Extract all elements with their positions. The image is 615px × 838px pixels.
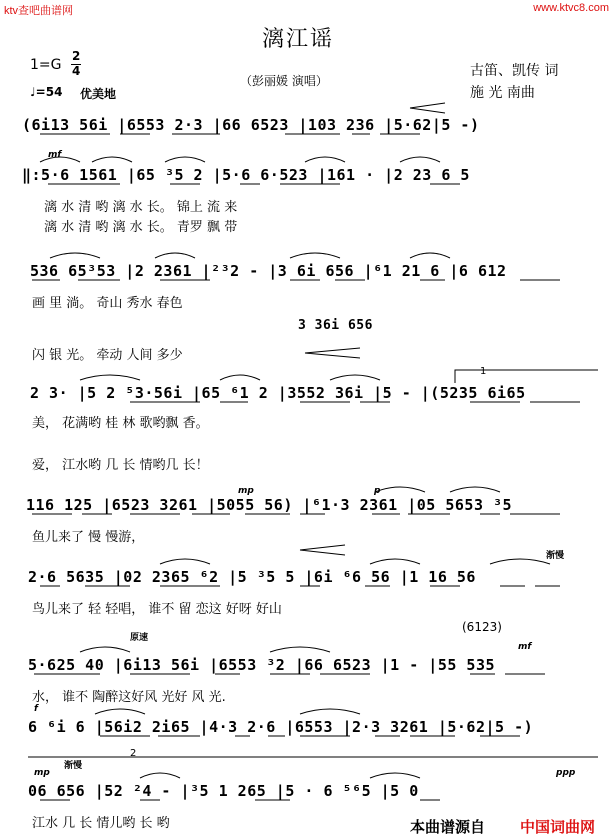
lyric-row-9: 江水 几 长 情儿哟 长 哟 — [32, 816, 170, 831]
lyric-row-4a: 美， 花满哟 桂 林 歌哟飘 香。 — [32, 416, 209, 431]
tempo-mark: ♩=54 — [30, 85, 63, 99]
notation-row-9: 06 656 |52 ²4 - |³5 1 265 |5 · 6 ⁵⁶5 |5 0 — [28, 782, 419, 800]
lyric-row-3a: 画 里 淌。 奇山 秀水 春色 — [32, 296, 183, 311]
lyric-row-3b: 闪 银 光。 牵动 人间 多少 — [32, 348, 183, 363]
volta-1: 1 — [480, 366, 487, 377]
composer: 施 光 南曲 — [470, 85, 535, 101]
key-signature: 1=G — [30, 57, 62, 73]
dynamic-mf-2: mf — [518, 642, 532, 652]
time-bottom: 4 — [72, 64, 81, 78]
dynamic-mp-1: mp — [238, 486, 254, 496]
performer: （彭丽媛 演唱） — [240, 74, 328, 88]
lyric-row-2b: 漓 水 清 哟 漓 水 长。 青罗 飘 带 — [44, 220, 238, 235]
time-top: 2 — [72, 49, 81, 63]
notation-row-1: (6i13 56i |6553 2·3 |66 6523 |103 236 |5·62|5 -) — [22, 116, 480, 134]
dynamic-p: p — [374, 486, 381, 496]
footer-source-label: 本曲谱源自 — [410, 818, 486, 836]
ritard-2: 渐慢 — [64, 761, 83, 771]
dynamic-f: f — [34, 704, 38, 714]
lyric-row-6: 鸟儿来了 轻 轻唱， 谁不 留 恋这 好呀 好山 — [32, 602, 282, 617]
notation-row-2: ‖:5·6 1561 |65 ³5 2 |5·6 6·523 |161 · |2 23 6 5 — [22, 166, 470, 184]
footer-site-name: 中国词曲网 — [520, 818, 596, 836]
lyric-row-4b: 爱， 江水哟 几 长 情哟几 长！ — [32, 458, 209, 473]
notation-row-7: 5·625 40 |6i13 56i |6553 ³2 |66 6523 |1 - |55 535 — [28, 656, 496, 674]
volta-2: 2 — [130, 748, 137, 759]
song-title: 漓江谣 — [262, 27, 335, 52]
watermark-right: www.ktvc8.com — [533, 2, 609, 14]
notation-row-8: 6 ⁶i 6 |56i2 2i65 |4·3 2·6 |6553 |2·3 3261 |5·62|5 -) — [28, 718, 534, 736]
tempo-word: 优美地 — [80, 87, 117, 101]
notation-row-6: 2·6 5635 |02 2365 ⁶2 |5 ³5 5 |6i ⁶6 56 |1 16 56 — [28, 568, 476, 586]
ritard-1: 渐慢 — [546, 551, 565, 561]
crescendo-2 — [305, 348, 360, 358]
notation-row-4: 2 3· |5 2 ⁵3·56i |65 ⁶1 2 |3552 36i |5 - |(5235 6i65 — [30, 384, 526, 402]
crescendo-1 — [410, 103, 445, 113]
notation-row-5: 116 125 |6523 3261 |5055 56) |⁶1·3 2361 |05 5653 ³5 — [26, 496, 513, 514]
volta-bracket-1 — [455, 370, 598, 383]
dynamic-mp-2: mp — [34, 768, 50, 778]
lyric-row-2a: 漓 水 清 哟 漓 水 长。 锦上 流 来 — [44, 200, 238, 215]
a-tempo: 原速 — [130, 633, 149, 643]
lyricist: 古笛、凯传 词 — [470, 63, 559, 79]
watermark-left: ktv查吧曲谱网 — [4, 5, 74, 17]
lyric-row-5: 鱼儿来了 慢 慢游， — [32, 530, 145, 545]
dynamic-ppp: ppp — [556, 768, 576, 778]
dynamic-mf-1: mf — [48, 150, 62, 160]
notation-row-3: 536 65³53 |2 2361 |²³2 - |3 6i 656 |⁶1 21 6 |6 612 — [30, 262, 507, 280]
notation-extra: 3 36i 656 — [298, 318, 373, 333]
lyric-row-7: 水， 谁不 陶醉这好风 光好 风 光. — [32, 690, 226, 705]
crescendo-3 — [300, 545, 345, 555]
paren-notes: (6123) — [462, 620, 502, 634]
